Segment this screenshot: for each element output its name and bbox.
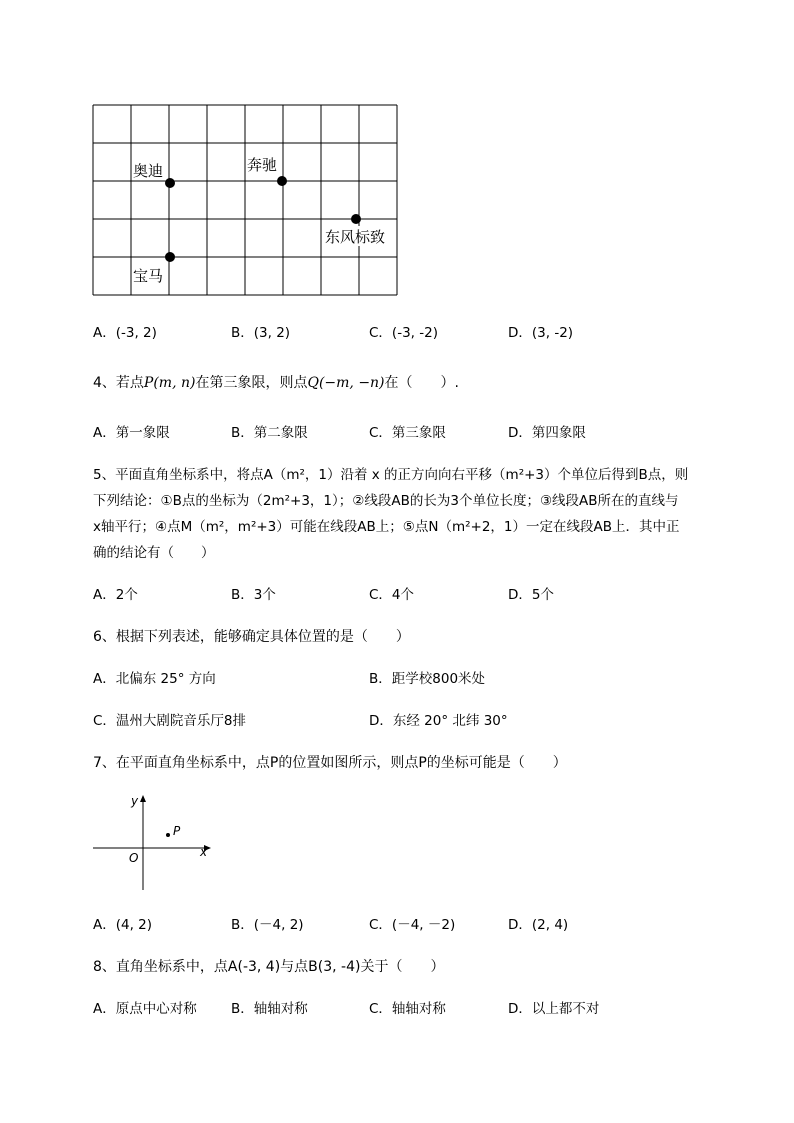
q6-option-d[interactable]: D．东经 20° 北纬 30°	[369, 713, 508, 729]
point-p	[166, 833, 170, 837]
benz-point	[277, 176, 287, 186]
dongfeng-label: 东风标致	[325, 228, 386, 246]
bmw-point	[165, 252, 175, 262]
q4-option-a[interactable]: A．第一象限	[93, 425, 170, 441]
x-axis-label: x	[200, 845, 208, 859]
point-p-label: P	[173, 824, 181, 838]
dongfeng-point	[351, 214, 361, 224]
y-axis-arrow-icon	[140, 795, 146, 802]
q5-line-1: 5、平面直角坐标系中，将点A（m²，1）沿着 x 的正方向向右平移（m²+3）个单位后得到B点，则	[93, 467, 689, 483]
q8-stem: 8、直角坐标系中，点A(-3, 4)与点B(3, -4)关于（ ）	[93, 959, 445, 975]
audi-label: 奥迪	[133, 162, 164, 180]
q4-option-b[interactable]: B．第二象限	[231, 425, 308, 441]
q5-option-c[interactable]: C．4个	[369, 587, 415, 603]
q3-option-c[interactable]: C．(-3, -2)	[369, 325, 438, 341]
audi-point	[165, 178, 175, 188]
origin-label: O	[129, 851, 139, 865]
q8-option-a[interactable]: A．原点中心对称	[93, 1001, 197, 1017]
q7-coordinate-figure	[90, 790, 220, 894]
q4-option-c[interactable]: C．第三象限	[369, 425, 446, 441]
q4-number: 4、	[93, 375, 116, 391]
q7-option-b[interactable]: B．(－4, 2)	[231, 917, 304, 933]
q7-option-d[interactable]: D．(2, 4)	[508, 917, 569, 933]
q7-stem: 7、在平面直角坐标系中，点P的位置如图所示，则点P的坐标可能是（ ）	[93, 755, 567, 771]
benz-label: 奔驰	[247, 156, 278, 174]
q5-line-4: 确的结论有（ ）	[93, 545, 215, 561]
q4-text-c: 在（ ）.	[384, 375, 459, 391]
q7-option-c[interactable]: C．(－4, －2)	[369, 917, 456, 933]
q4-option-d[interactable]: D．第四象限	[508, 425, 586, 441]
q4-text-b: 在第三象限，则点	[195, 375, 308, 391]
q6-stem: 6、根据下列表述，能够确定具体位置的是（ ）	[93, 629, 410, 645]
car-location-grid	[92, 104, 400, 298]
q7-option-a[interactable]: A．(4, 2)	[93, 917, 153, 933]
q5-option-d[interactable]: D．5个	[508, 587, 554, 603]
q5-option-a[interactable]: A．2个	[93, 587, 138, 603]
q8-option-c[interactable]: C．轴轴对称	[369, 1001, 446, 1017]
q4-text-a: 若点	[115, 375, 144, 391]
q8-option-b[interactable]: B．轴轴对称	[231, 1001, 308, 1017]
q3-option-a[interactable]: A．(-3, 2)	[93, 325, 157, 341]
q6-option-b[interactable]: B．距学校800米处	[369, 671, 486, 687]
q3-option-b[interactable]: B．(3, 2)	[231, 325, 291, 341]
q4-stem	[93, 373, 459, 393]
q8-option-d[interactable]: D．以上都不对	[508, 1001, 600, 1017]
q5-line-3: x轴平行；④点M（m²，m²+3）可能在线段AB上；⑤点N（m²+2，1）一定在线段AB上．其中正	[93, 519, 680, 535]
q5-line-2: 下列结论：①B点的坐标为（2m²+3，1）；②线段AB的长为3个单位长度；③线段AB所在的直线与	[93, 493, 679, 509]
bmw-label: 宝马	[133, 267, 164, 285]
q4-point-q: Q(−m, −n)	[307, 375, 385, 391]
q4-point-p: P(m, n)	[143, 375, 196, 391]
q6-option-c[interactable]: C．温州大剧院音乐厅8排	[93, 713, 247, 729]
y-axis-label: y	[131, 794, 139, 808]
q6-option-a[interactable]: A．北偏东 25° 方向	[93, 671, 216, 687]
q3-option-d[interactable]: D．(3, -2)	[508, 325, 574, 341]
q5-option-b[interactable]: B．3个	[231, 587, 276, 603]
